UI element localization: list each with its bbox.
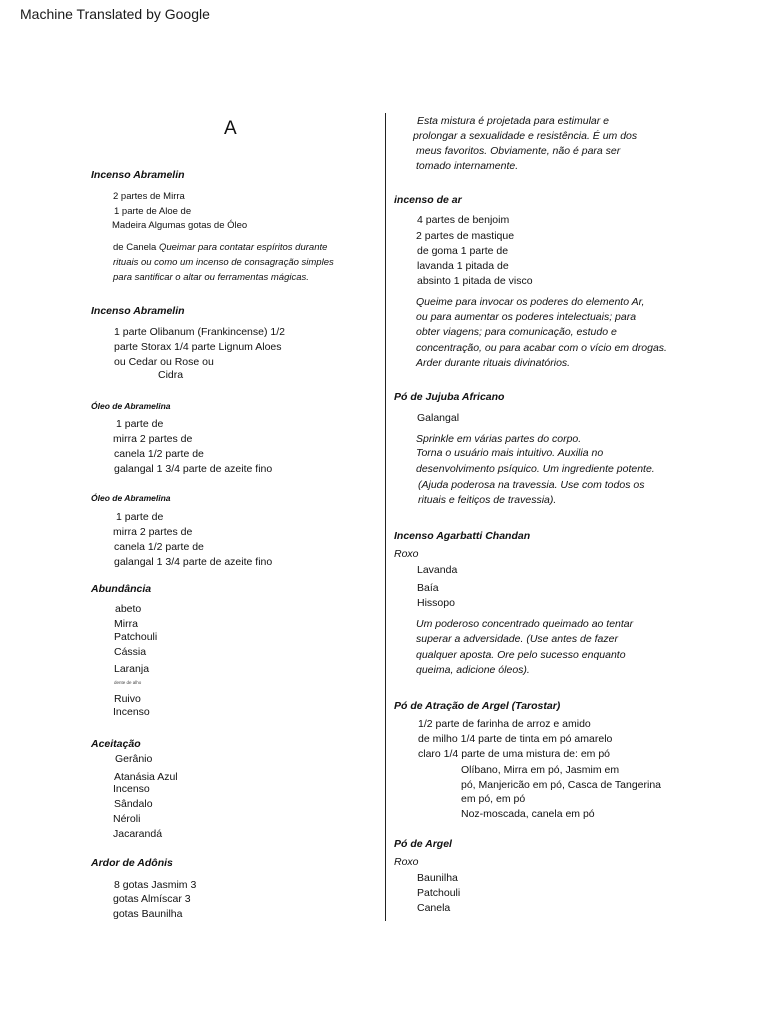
ingredient-line: 1 parte de [116,511,164,523]
ingredient-line: Jacarandá [113,828,163,840]
entry-title: Pó de Argel [394,838,452,850]
ingredient-line: Patchouli [114,631,158,643]
ingredient-line: 4 partes de benjoim [417,214,510,226]
description-line: Esta mistura é projetada para estimular e [417,115,610,127]
ingredient-line: Incenso [113,783,150,795]
ingredient-line: galangal 1 3/4 parte de azeite fino [114,463,273,475]
description-line: ou para aumentar os poderes intelectuais; para [416,311,637,323]
ingredient-line: de milho 1/4 parte de tinta em pó amarelo [418,733,613,745]
description-line: rituais e feitiços de travessia). [418,494,557,506]
description-line: para santificar o altar ou ferramentas mágicas. [113,272,309,283]
ingredient-line: de goma 1 parte de [417,245,509,257]
ingredient-line: Sândalo [114,798,153,810]
entry-title: Incenso Agarbatti Chandan [394,530,531,542]
ingredient-line: 1/2 parte de farinha de arroz e amido [418,718,591,730]
entry-title: Incenso Abramelin [91,305,185,317]
ingredient-line: Madeira Algumas gotas de Óleo [112,220,248,231]
description-line: tomado internamente. [416,160,519,172]
entry-title: Ardor de Adônis [91,857,173,869]
ingredient-line: 2 partes de Mirra [113,191,185,202]
entry-title: Óleo de Abramelina [91,401,171,411]
ingredient-line: Mirra [114,618,138,630]
description-text: Queimar para contatar espíritos durante [158,242,328,253]
ingredient-line: 1 parte de Aloe de [114,206,192,217]
entry-title: incenso de ar [394,194,462,206]
ingredient-line: Canela [417,902,451,914]
ingredient-line: Noz-moscada, canela em pó [461,808,595,820]
ingredient-line: Néroli [113,813,141,825]
ingredient-line: Baía [417,582,439,594]
description-line: Torna o usuário mais intuitivo. Auxilia no [416,447,604,459]
ingredient-line: Ruivo [114,693,141,705]
description-line: prolongar a sexualidade e resistência. É um dos [413,130,638,142]
description-line: (Ajuda poderosa na travessia. Use com todos os [418,479,645,491]
description-line: qualquer aposta. Ore pelo sucesso enquanto [416,649,626,661]
description-line: queima, adicione óleos). [416,664,530,676]
description-prefix: de Canela [113,242,157,253]
machine-translated-label: Machine Translated by Google [20,6,210,22]
description-line: rituais ou como um incenso de consagração simples [113,257,334,268]
ingredient-line: 8 gotas Jasmim 3 [114,879,197,891]
ingredient-line: Hissopo [417,597,455,609]
ingredient-line: 1 parte de [116,418,164,430]
ingredient-line: Incenso [113,706,150,718]
ingredient-line: claro 1/4 parte de uma mistura de: em pó [418,748,611,760]
ingredient-line: Laranja [114,663,150,675]
ingredient-line: dente de alho [114,680,142,685]
description-line: desenvolvimento psíquico. Um ingrediente potente. [416,463,655,475]
ingredient-line: 2 partes de mastique [416,230,515,242]
ingredient-line: gotas Almíscar 3 [113,893,191,905]
description-line: obter viagens; para comunicação, estudo e [416,326,617,338]
ingredient-line: pó, Manjericão em pó, Casca de Tangerina [461,779,662,791]
ingredient-line: ou Cedar ou Rose ou [114,356,214,368]
entry-title: Óleo de Abramelina [91,493,171,503]
description-line: Queime para invocar os poderes do elemento Ar, [416,296,645,308]
ingredient-line: Gerânio [115,753,153,765]
color-label: Roxo [394,548,419,560]
description-line: concentração, ou para acabar com o vício em drogas. [416,342,667,354]
ingredient-line: Patchouli [417,887,461,899]
entry-title: Aceitação [91,738,141,750]
ingredient-line: abeto [115,603,142,615]
ingredient-line: mirra 2 partes de [113,526,193,538]
entry-title: Pó de Atração de Argel (Tarostar) [394,700,561,712]
entry-title: Incenso Abramelin [91,169,185,181]
ingredient-line: em pó, em pó [461,793,526,805]
color-label: Roxo [394,856,419,868]
description-line: Arder durante rituais divinatórios. [416,357,571,369]
ingredient-line: Olíbano, Mirra em pó, Jasmim em [461,764,620,776]
ingredient-line: mirra 2 partes de [113,433,193,445]
description-line: superar a adversidade. (Use antes de fazer [416,633,618,645]
ingredient-line: galangal 1 3/4 parte de azeite fino [114,556,273,568]
ingredient-line: lavanda 1 pitada de [417,260,509,272]
ingredient-line: parte Storax 1/4 parte Lignum Aloes [114,341,282,353]
ingredient-line: 1 parte Olibanum (Frankincense) 1/2 [114,326,285,338]
description-line: Um poderoso concentrado queimado ao tentar [416,618,634,630]
ingredient-line: Lavanda [417,564,458,576]
ingredient-line: Galangal [417,412,460,424]
ingredient-line: absinto 1 pitada de visco [417,275,533,287]
ingredient-line: Cidra [158,369,184,381]
ingredient-line: Cássia [114,646,147,658]
entry-title: Pó de Jujuba Africano [394,391,505,403]
ingredient-line: canela 1/2 parte de [114,541,204,553]
ingredient-line: canela 1/2 parte de [114,448,204,460]
ingredient-line: Atanásia Azul [114,771,178,783]
ingredient-line: gotas Baunilha [113,908,183,920]
description-line: Sprinkle em várias partes do corpo. [416,433,582,445]
section-letter: A [224,118,237,139]
description-line: meus favoritos. Obviamente, não é para ser [416,145,621,157]
entry-title: Abundância [91,583,152,595]
ingredient-line: Baunilha [417,872,458,884]
